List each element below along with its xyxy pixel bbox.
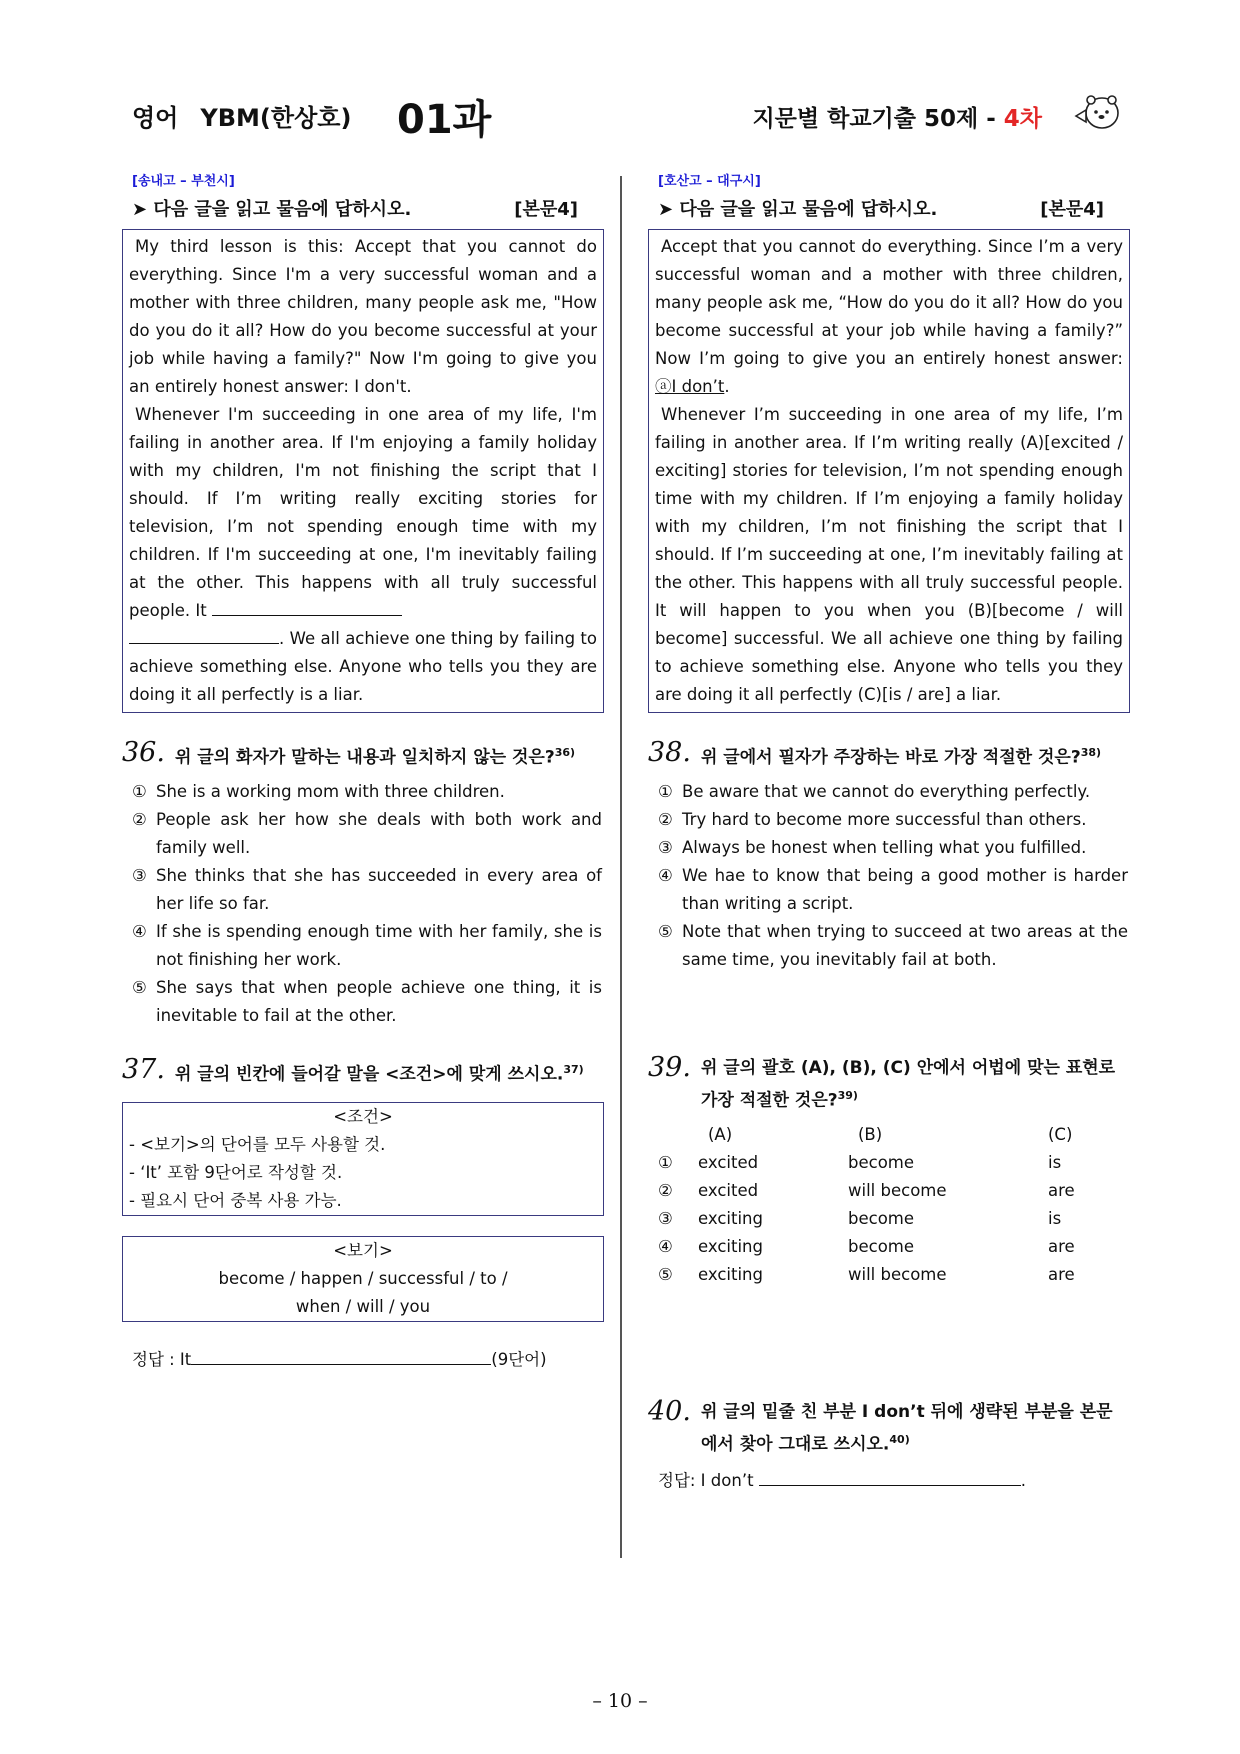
answer-prefix: 정답 : It: [132, 1350, 192, 1370]
passage-paragraph-2: [129, 401, 597, 709]
reading-passage: [122, 229, 604, 713]
source-label: [송내고 – 부천시]: [132, 174, 235, 189]
passage-text: . We all achieve one thing by failing to achieve something else. Anyone who tells you they are doing it all perfectly is a liar.: [129, 629, 597, 704]
conditions-title: <조건>: [333, 1107, 393, 1127]
footnote-ref: 36): [554, 746, 576, 759]
question-number: 38.: [648, 737, 691, 768]
option[interactable]: [658, 918, 1128, 974]
table-cell: is: [1048, 1208, 1062, 1228]
question-prompt: 위 글에서 필자가 주장하는 바로 가장 적절한 것은?: [700, 747, 1081, 768]
instruction: [132, 195, 602, 221]
table-cell: [658, 1120, 698, 1148]
option[interactable]: [658, 778, 1128, 806]
table-cell: are: [1048, 1180, 1075, 1200]
passage-paragraph-2: Whenever I’m succeeding in one area of my life, I’m failing in another area. If I’m writing really (A)[excited / exciting] stories for television, I’m not spending enough time with my children. If I’m enjoying a family holiday with my children, I’m not finishing the script that I should. If I’m succeeding at one, I’m inevitably failing at the other. This happens with all truly successful people. It will happen to you when you (B)[become / will become] successful. We all achieve one thing by failing to achieve something else. Anyone who tells you they are doing it all perfectly (C)[is / are] a liar.: [655, 405, 1123, 704]
option-text: Note that when trying to succeed at two areas at the same time, you inevitably fail at both.: [682, 921, 1128, 969]
option[interactable]: [658, 862, 1128, 918]
question-36: [122, 739, 602, 1030]
page-header: [132, 88, 1122, 143]
footnote-ref: 39): [837, 1088, 858, 1102]
table-cell: become: [848, 1152, 915, 1172]
answer-blank: [129, 625, 279, 644]
passage-paragraph-1: [655, 233, 1123, 401]
word-bank-line: when / will / you: [295, 1297, 431, 1317]
option-number: ①: [132, 781, 147, 801]
passage-tag: [본문4]: [1040, 199, 1104, 220]
word-bank-title: <보기>: [333, 1241, 393, 1261]
option-number: ①: [658, 781, 673, 801]
answer-area: [132, 1346, 602, 1370]
question-number: 39.: [648, 1051, 691, 1083]
table-cell: are: [1048, 1264, 1075, 1284]
table-row[interactable]: [658, 1260, 1108, 1288]
source-label: [호산고 – 대구시]: [658, 174, 761, 189]
condition-item: - 필요시 단어 중복 사용 가능.: [129, 1191, 342, 1211]
option-number: ④: [658, 1236, 673, 1256]
question-number: 36.: [122, 737, 165, 768]
left-column: [122, 170, 602, 1370]
answer-suffix: (9단어): [491, 1350, 547, 1370]
footnote-ref: 40): [889, 1433, 910, 1447]
table-row[interactable]: [658, 1232, 1108, 1260]
table-header-row: [658, 1120, 1108, 1148]
answer-suffix: .: [1020, 1470, 1027, 1490]
column-header: (B): [858, 1124, 883, 1144]
answer-line[interactable]: [759, 1467, 1021, 1486]
page-number: – 10 –: [592, 1690, 648, 1712]
option[interactable]: [658, 806, 1128, 834]
underlined-phrase: ⓐI don’t: [655, 377, 725, 396]
option-number: ②: [658, 1180, 673, 1200]
option-number: ②: [132, 809, 147, 829]
answer-blank: [212, 597, 402, 616]
subject-publisher: [132, 98, 351, 133]
question-text: [701, 739, 1101, 772]
question-prompt: 위 글의 괄호 (A), (B), (C) 안에서 어법에 맞는 표현로 가장 적절한 것은?: [700, 1057, 1116, 1111]
instruction: [658, 195, 1128, 221]
option[interactable]: [132, 778, 602, 806]
condition-item: - <보기>의 단어를 모두 사용할 것.: [129, 1135, 386, 1155]
option-text: If she is spending enough time with her family, she is not finishing her work.: [156, 921, 602, 969]
option-number: ③: [132, 865, 147, 885]
option-number: ①: [658, 1152, 673, 1172]
option-number: ②: [658, 809, 673, 829]
question-39: [648, 1051, 1128, 1289]
title-main: 지문별 학교기출 50제 -: [752, 106, 1004, 132]
question-prompt: 위 글의 화자가 말하는 내용과 일치하지 않는 것은?: [174, 747, 555, 768]
reading-passage: [648, 229, 1130, 713]
answer-line[interactable]: [191, 1346, 491, 1365]
table-cell: exciting: [698, 1264, 763, 1284]
condition-item: - ‘It’ 포함 9단어로 작성할 것.: [129, 1163, 343, 1183]
table-cell: will become: [848, 1180, 947, 1200]
right-column: [648, 170, 1128, 1491]
table-cell: excited: [698, 1152, 759, 1172]
passage-paragraph-1: My third lesson is this: Accept that you cannot do everything. Since I'm a very successful woman and a mother with three children, many people ask me, "How do you do it all? How do you become successful at your job while having a family?" Now I'm going to give you an entirely honest answer: I don't.: [129, 237, 597, 396]
choice-table: [658, 1120, 1108, 1288]
word-bank-line: become / happen / successful / to /: [218, 1269, 508, 1289]
passage-text: Accept that you cannot do everything. Since I’m a very successful woman and a mother with three children, many people ask me, “How do you do it all? How do you become successful at your job while having a family?” Now I’m going to give you an entirely honest answer:: [655, 237, 1123, 368]
table-cell: is: [1048, 1152, 1062, 1172]
option-text: We hae to know that being a good mother is harder than writing a script.: [682, 865, 1128, 913]
question-40: [648, 1398, 1128, 1491]
footnote-ref: 37): [563, 1062, 584, 1076]
option-number: ⑤: [658, 1264, 673, 1284]
question-37: [122, 1053, 602, 1371]
column-header: (C): [1048, 1124, 1073, 1144]
passage-text: Whenever I'm succeeding in one area of my life, I'm failing in another area. If I'm enjoying a family holiday with my children, I'm not finishing the script that I should. If I’m writing really exciting stories for television, I’m not spending enough time with my children. If I'm succeeding at one, I'm inevitably failing at the other. This happens with all truly successful people. It: [129, 405, 597, 620]
option-text: Always be honest when telling what you fulfilled.: [682, 837, 1087, 857]
footnote-ref: 38): [1080, 746, 1102, 759]
table-cell: become: [848, 1208, 915, 1228]
question-38: [648, 739, 1128, 974]
option[interactable]: [132, 918, 602, 974]
instruction-text: ➤ 다음 글을 읽고 물음에 답하시오.: [132, 199, 412, 220]
table-row[interactable]: [658, 1148, 1108, 1176]
conditions-box: [122, 1102, 604, 1216]
question-text: [701, 1398, 1128, 1459]
table-cell: excited: [698, 1180, 759, 1200]
question-number: 40.: [648, 1396, 691, 1428]
option-text: Try hard to become more successful than others.: [682, 809, 1087, 829]
table-row[interactable]: [658, 1204, 1108, 1232]
option-text: Be aware that we cannot do everything perfectly.: [682, 781, 1091, 801]
question-header: [648, 1051, 1128, 1115]
table-row[interactable]: [658, 1176, 1108, 1204]
option[interactable]: [132, 806, 602, 862]
table-cell: become: [848, 1236, 915, 1256]
word-bank-box: [122, 1236, 604, 1322]
options-list: [132, 778, 602, 1030]
option-number: ⑤: [132, 977, 147, 997]
lesson-number: 01과: [397, 97, 492, 143]
option[interactable]: [132, 862, 602, 918]
option-text: She thinks that she has succeeded in every area of her life so far.: [156, 865, 602, 913]
option-text: She says that when people achieve one thing, it is inevitable to fail at the other.: [156, 977, 602, 1025]
column-header: (A): [708, 1124, 733, 1144]
option-number: ④: [132, 921, 147, 941]
column-divider: [620, 176, 622, 1558]
options-list: [658, 778, 1128, 974]
option-number: ④: [658, 865, 673, 885]
question-header: [122, 1053, 602, 1089]
option-number: ③: [658, 1208, 673, 1228]
worksheet-title: [752, 100, 1042, 133]
round-number: 4차: [1003, 106, 1042, 132]
question-header: [648, 1398, 1128, 1459]
publisher: YBM(한상호): [200, 104, 352, 132]
question-prompt: 위 글의 빈칸에 들어갈 말을 <조건>에 맞게 쓰시오.: [174, 1064, 564, 1085]
table-cell: exciting: [698, 1236, 763, 1256]
question-header: [122, 739, 602, 772]
instruction-text: ➤ 다음 글을 읽고 물음에 답하시오.: [658, 199, 938, 220]
question-text: [175, 1056, 584, 1089]
question-prompt: 위 글의 밑줄 친 부분 I don’t 뒤에 생략된 부분을 본문에서 찾아 그대로 쓰시오.: [700, 1402, 1113, 1455]
option[interactable]: [658, 834, 1128, 862]
passage-text: .: [724, 377, 730, 396]
option-number: ③: [658, 837, 673, 857]
option-text: She is a working mom with three children.: [156, 781, 505, 801]
question-number: 37.: [122, 1053, 165, 1085]
passage-tag: [본문4]: [514, 199, 578, 220]
question-text: [701, 1054, 1128, 1115]
option[interactable]: [132, 974, 602, 1030]
table-cell: are: [1048, 1236, 1075, 1256]
table-cell: exciting: [698, 1208, 763, 1228]
option-number: ⑤: [658, 921, 673, 941]
question-text: [175, 739, 575, 772]
answer-area: [658, 1467, 1128, 1491]
option-text: People ask her how she deals with both work and family well.: [156, 809, 602, 857]
subject: 영어: [132, 104, 179, 132]
table-cell: will become: [848, 1264, 947, 1284]
question-header: [648, 739, 1128, 772]
answer-prefix: 정답: I don’t: [658, 1470, 759, 1490]
mascot-icon: [1074, 90, 1122, 138]
